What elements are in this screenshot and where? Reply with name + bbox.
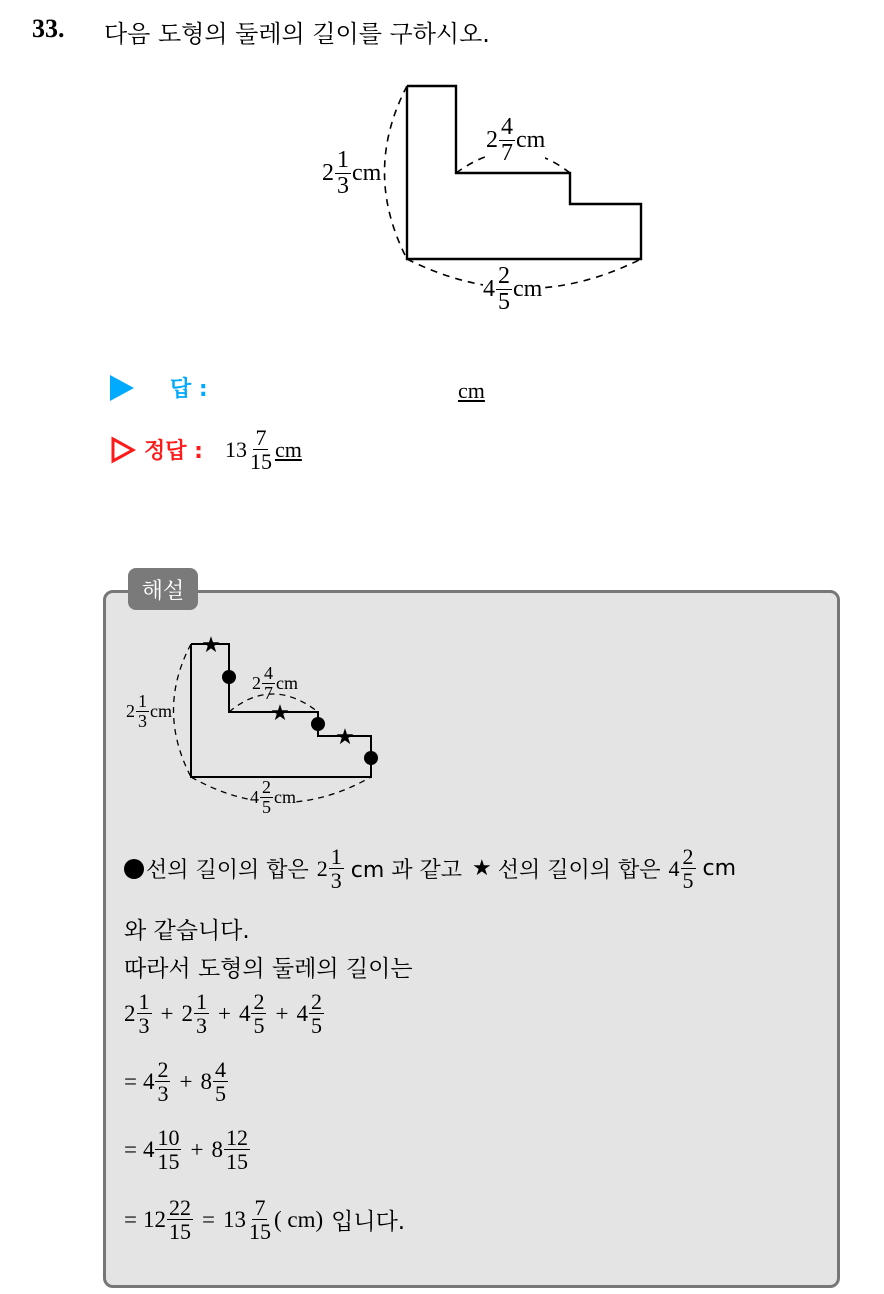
correct-value: 13 $\frac{7}{15}$ cm — [224, 425, 302, 475]
dot-icon — [124, 859, 144, 879]
play-triangle-icon — [110, 375, 134, 401]
equation-3: = 4 $\frac{10}{15}$ + 8 $\frac{12}{15}$ — [124, 1125, 248, 1175]
solution-line-1: 선의 길이의 합은 2 $\frac{1}{3}$ cm 과 같고 ★ 선의 길이의 합은 4 $\frac{2}{5}$ cm — [124, 845, 736, 892]
equation-1: 2 $\frac{1}{3}$ + 2 $\frac{1}{3}$ + 4 $\frac{2}{5}$ + 4 $\frac{2}{5}$ — [124, 989, 322, 1039]
mini-bottom-label: 4 $\frac{2}{5}$ cm — [250, 777, 296, 817]
mini-left-arc — [174, 644, 192, 777]
solution-tag: 해설 — [128, 568, 198, 610]
answer-row — [110, 372, 208, 403]
star-marker: ★ — [201, 633, 221, 658]
solution-line-3: 따라서 도형의 둘레의 길이는 — [124, 956, 413, 982]
dot-marker — [311, 717, 325, 731]
staircase-shape — [407, 86, 641, 259]
correct-answer-row — [110, 426, 302, 473]
star-marker: ★ — [335, 725, 355, 750]
mini-left-label: 2 $\frac{1}{3}$ cm — [126, 691, 172, 731]
bottom-length-label: 4 $\frac{2}{5}$ cm — [483, 263, 543, 316]
top-length-label: 2 $\frac{4}{7}$ cm — [486, 114, 546, 167]
left-length-label: 2 $\frac{1}{3}$ cm — [322, 147, 382, 200]
correct-label: 정답 : — [144, 439, 203, 465]
dot-marker — [364, 751, 378, 765]
star-icon: ★ — [472, 856, 492, 882]
mini-top-label: 2 $\frac{4}{7}$ cm — [252, 663, 298, 703]
left-dimension-arc — [385, 86, 408, 259]
solution-line-2: 와 같습니다. — [124, 918, 250, 944]
equation-2: = 4 $\frac{2}{3}$ + 8 $\frac{4}{5}$ — [124, 1057, 226, 1107]
question-number: 33. — [32, 14, 65, 43]
outline-triangle-icon — [110, 436, 136, 464]
answer-label: 답 : — [170, 377, 208, 402]
perimeter-figure — [0, 0, 884, 340]
dot-marker — [222, 670, 236, 684]
answer-blank[interactable]: cm — [458, 378, 485, 403]
equation-4: = 12 $\frac{22}{15}$ = 13 $\frac{7}{15}$ ( cm) 입니다. — [124, 1195, 406, 1245]
star-marker: ★ — [270, 701, 290, 726]
question-text: 다음 도형의 둘레의 길이를 구하시오. — [104, 20, 490, 48]
